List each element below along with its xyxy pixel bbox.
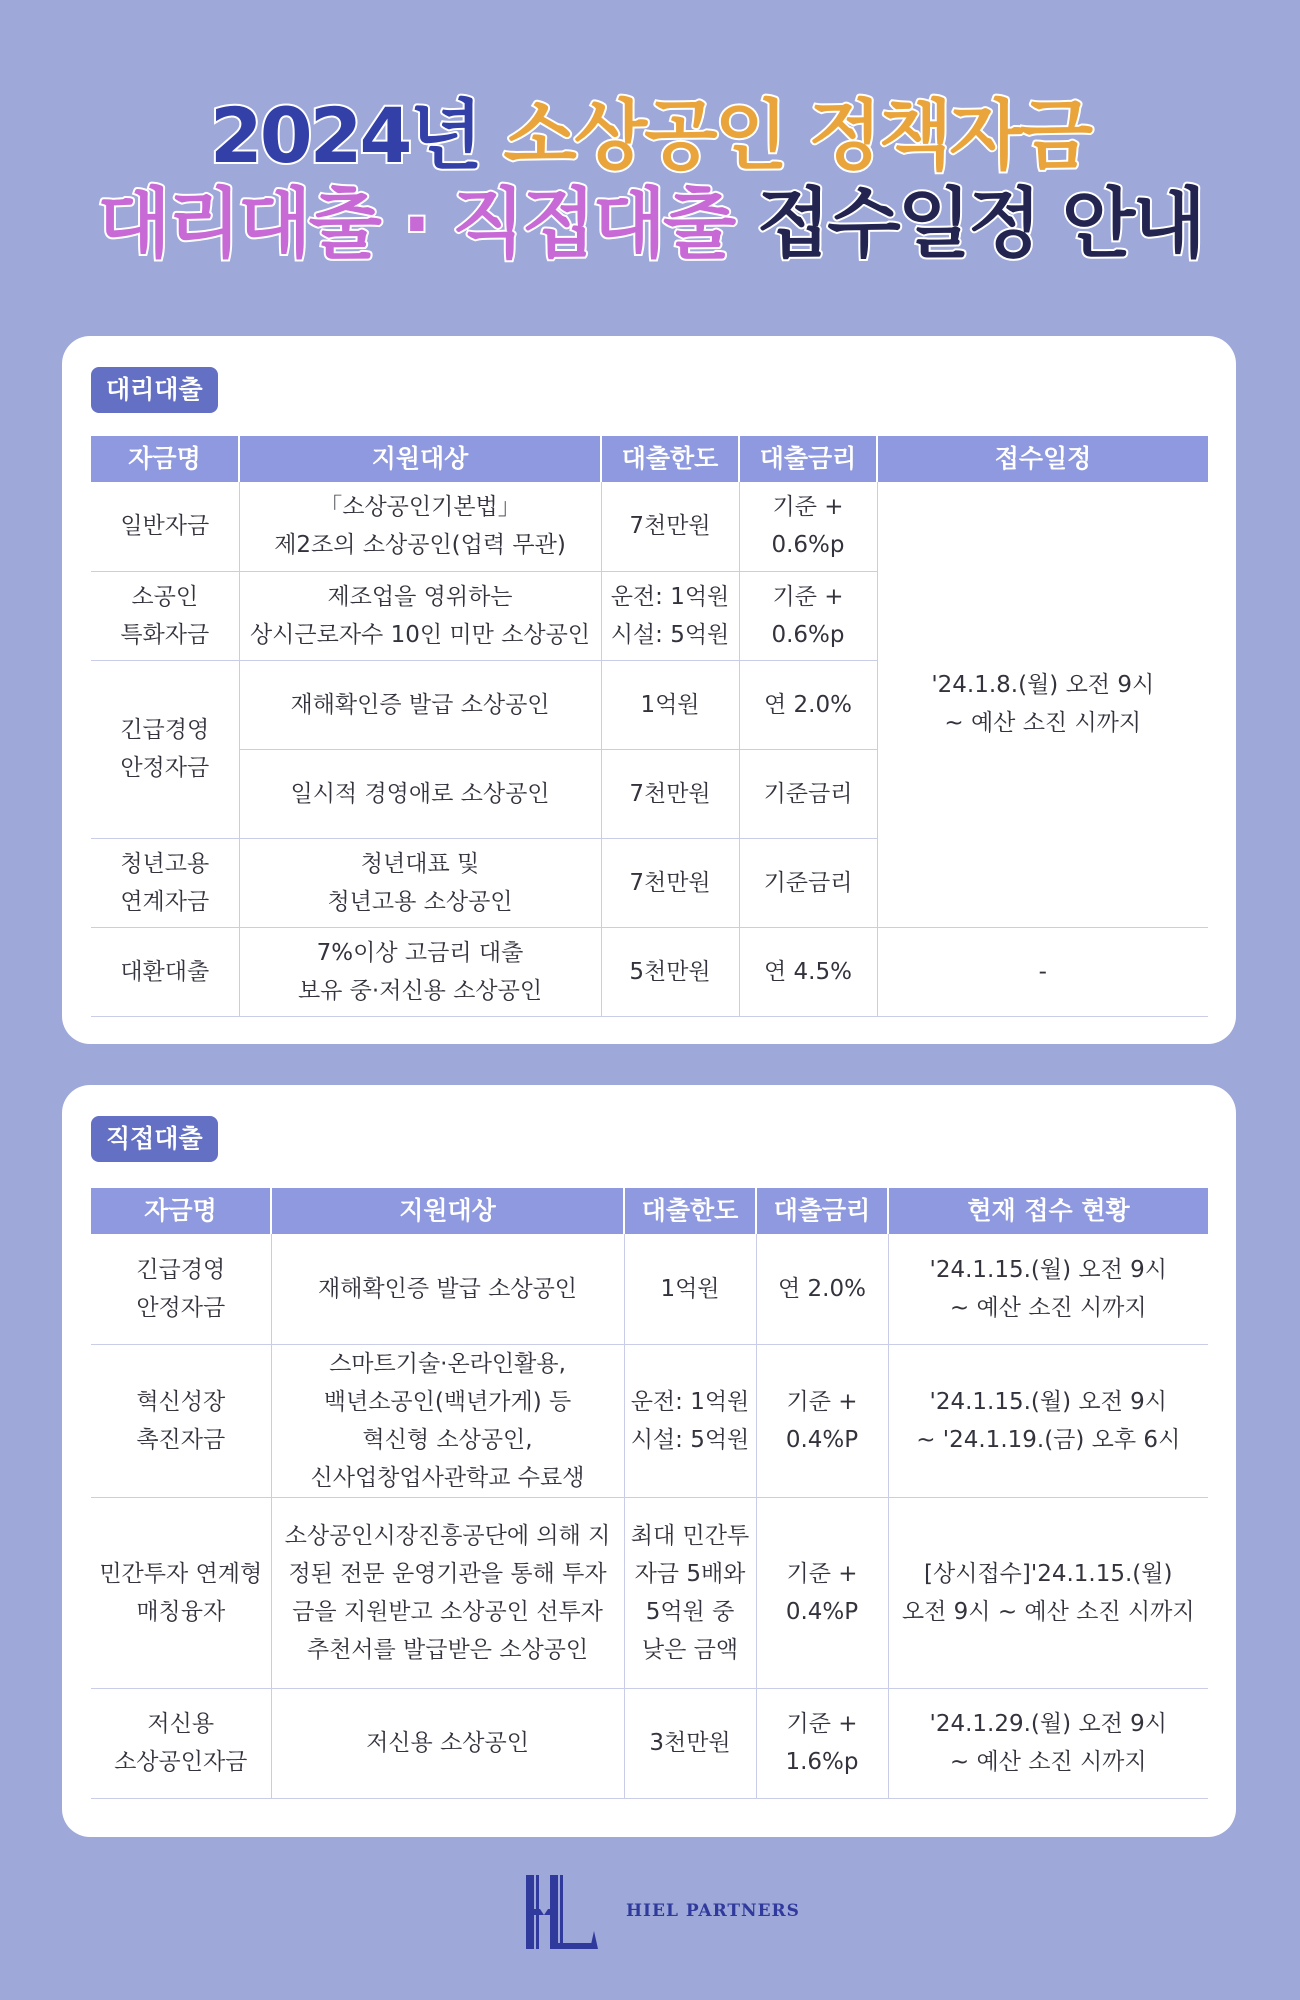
header-fund: 자금명: [91, 436, 239, 482]
fund-name: 일반자금: [91, 482, 239, 571]
proxy-loan-table: [91, 436, 1208, 1017]
loan-rate: 기준 + 0.4%P: [756, 1497, 888, 1688]
title-highlight-1: 소상공인 정책자금: [503, 91, 1091, 180]
loan-limit: 1억원: [624, 1234, 756, 1344]
application-status: '24.1.15.(월) 오전 9시 ~ 예산 소진 시까지: [888, 1234, 1208, 1344]
table-header-row: [91, 436, 1208, 482]
title-rest: 접수일정 안내: [756, 179, 1203, 268]
direct-loan-table: [91, 1188, 1208, 1799]
page-title: [0, 92, 1300, 268]
loan-limit: 7천만원: [601, 482, 739, 571]
title-line-2: [0, 180, 1300, 268]
loan-limit: 7천만원: [601, 838, 739, 927]
support-target: 제조업을 영위하는 상시근로자수 10인 미만 소상공인: [239, 571, 601, 660]
loan-rate: 연 2.0%: [739, 660, 877, 749]
hiel-logo-icon: [522, 1873, 602, 1953]
loan-limit: 운전: 1억원 시설: 5억원: [624, 1344, 756, 1497]
header-limit: 대출한도: [601, 436, 739, 482]
fund-name: 혁신성장 촉진자금: [91, 1344, 271, 1497]
company-name: HIEL PARTNERS: [626, 1901, 800, 1921]
loan-limit: 운전: 1억원 시설: 5억원: [601, 571, 739, 660]
direct-loan-card: [62, 1085, 1236, 1837]
fund-name: 긴급경영 안정자금: [91, 660, 239, 838]
header-target: 지원대상: [271, 1188, 624, 1234]
table-row: [91, 1344, 1208, 1497]
loan-limit: 5천만원: [601, 927, 739, 1016]
loan-rate: 연 2.0%: [756, 1234, 888, 1344]
company-logo: [522, 1873, 822, 1953]
support-target: 스마트기술·온라인활용, 백년소공인(백년가게) 등 혁신형 소상공인, 신사업창업사관학교 수료생: [271, 1344, 624, 1497]
header-limit: 대출한도: [624, 1188, 756, 1234]
schedule: -: [877, 927, 1208, 1016]
loan-rate: 기준 + 0.4%P: [756, 1344, 888, 1497]
fund-name: 민간투자 연계형 매칭융자: [91, 1497, 271, 1688]
header-rate: 대출금리: [756, 1188, 888, 1234]
support-target: 일시적 경영애로 소상공인: [239, 749, 601, 838]
header-rate: 대출금리: [739, 436, 877, 482]
title-year: 2024년: [209, 91, 480, 180]
table-row: [91, 927, 1208, 1016]
loan-rate: 기준 + 0.6%p: [739, 571, 877, 660]
support-target: 「소상공인기본법」 제2조의 소상공인(업력 무관): [239, 482, 601, 571]
header-status: 현재 접수 현황: [888, 1188, 1208, 1234]
fund-name: 소공인 특화자금: [91, 571, 239, 660]
title-line-1: [0, 92, 1300, 180]
support-target: 청년대표 및 청년고용 소상공인: [239, 838, 601, 927]
fund-name: 긴급경영 안정자금: [91, 1234, 271, 1344]
header-target: 지원대상: [239, 436, 601, 482]
fund-name: 저신용 소상공인자금: [91, 1688, 271, 1798]
fund-name: 대환대출: [91, 927, 239, 1016]
loan-rate: 연 4.5%: [739, 927, 877, 1016]
shared-schedule: '24.1.8.(월) 오전 9시 ~ 예산 소진 시까지: [877, 482, 1208, 927]
loan-rate: 기준 + 0.6%p: [739, 482, 877, 571]
loan-limit: 3천만원: [624, 1688, 756, 1798]
table-row: [91, 1497, 1208, 1688]
loan-rate: 기준금리: [739, 749, 877, 838]
table-row: [91, 482, 1208, 571]
support-target: 7%이상 고금리 대출 보유 중·저신용 소상공인: [239, 927, 601, 1016]
loan-rate: 기준금리: [739, 838, 877, 927]
header-schedule: 접수일정: [877, 436, 1208, 482]
loan-limit: 1억원: [601, 660, 739, 749]
application-status: '24.1.15.(월) 오전 9시 ~ '24.1.19.(금) 오후 6시: [888, 1344, 1208, 1497]
loan-limit: 최대 민간투 자금 5배와 5억원 중 낮은 금액: [624, 1497, 756, 1688]
application-status: '24.1.29.(월) 오전 9시 ~ 예산 소진 시까지: [888, 1688, 1208, 1798]
direct-loan-badge: 직접대출: [91, 1116, 218, 1162]
proxy-loan-badge: 대리대출: [91, 367, 218, 413]
support-target: 소상공인시장진흥공단에 의해 지 정된 전문 운영기관을 통해 투자 금을 지원받고 소상공인 선투자 추천서를 발급받은 소상공인: [271, 1497, 624, 1688]
loan-limit: 7천만원: [601, 749, 739, 838]
support-target: 재해확인증 발급 소상공인: [239, 660, 601, 749]
support-target: 저신용 소상공인: [271, 1688, 624, 1798]
table-header-row: [91, 1188, 1208, 1234]
table-row: [91, 1688, 1208, 1798]
table-row: [91, 1234, 1208, 1344]
application-status: [상시접수]'24.1.15.(월) 오전 9시 ~ 예산 소진 시까지: [888, 1497, 1208, 1688]
support-target: 재해확인증 발급 소상공인: [271, 1234, 624, 1344]
header-fund: 자금명: [91, 1188, 271, 1234]
loan-rate: 기준 + 1.6%p: [756, 1688, 888, 1798]
proxy-loan-card: [62, 336, 1236, 1044]
fund-name: 청년고용 연계자금: [91, 838, 239, 927]
title-highlight-2: 대리대출 · 직접대출: [97, 179, 734, 268]
